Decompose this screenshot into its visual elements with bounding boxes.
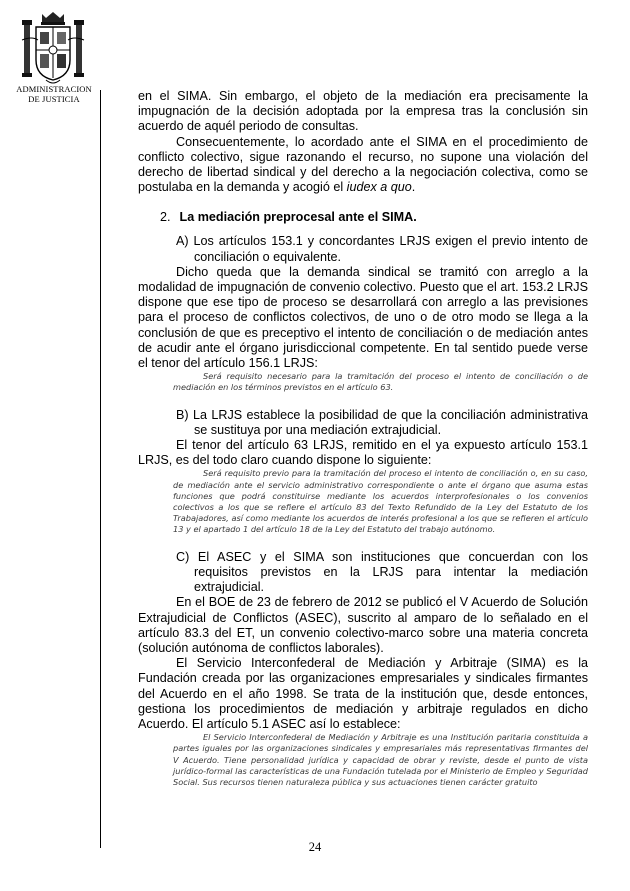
paragraph: en el SIMA. Sin embargo, el objeto de la mediación era precisamente la impugnación de la decisión adoptada por la empresa tras la conclusión sin acuerdo de aquél periodo de consultas. (138, 89, 588, 134)
paragraph: En el BOE de 23 de febrero de 2012 se publicó el V Acuerdo de Solución Extrajudicial de Conflictos (ASEC), suscrito al amparo de lo señalado en el artículo 83.3 del ET, un convenio colectivo-marco sobre una materia concreta (solución autónoma de conflictos laborales). (138, 595, 588, 655)
organization-line-2: DE JUSTICIA (28, 94, 80, 104)
section-heading (160, 210, 588, 224)
paragraph: Dicho queda que la demanda sindical se tramitó con arreglo a la modalidad de impugnación de convenio colectivo. Puesto que el art. 153.2 LRJS dispone que ese tipo de proceso se desarrollará con arreglo a las previsiones para el proceso de conflictos colectivos, de uno o de otro modo se llega a la conclusión de que es preceptivo el intento de conciliación o de mediación antes de acudir ante el órgano jurisdiccional competente. En tal sentido puede verse el tenor del artículo 156.1 LRJS: (138, 264, 588, 371)
italic-term: iudex a quo (346, 180, 412, 195)
margin-rule (100, 90, 101, 848)
organization-name (6, 84, 102, 104)
section-title: La mediación preprocesal ante el SIMA. (179, 210, 417, 225)
paragraph-end: . (411, 180, 416, 195)
list-item-c: C) El ASEC y el SIMA son instituciones que concuerdan con los requisitos previstos en la LRJS para intentar la mediación extrajudicial. (176, 549, 588, 595)
paragraph-text: Consecuentemente, lo acordado ante el SIMA en el procedimiento de conflicto colectivo, sigue razonando el recurso, no supone una violación del derecho de libertad sindical y del derecho a la negociación colectiva, como se postulaba en la demanda y acogió el (138, 134, 588, 195)
quotation: Será requisito necesario para la tramitación del proceso el intento de conciliación o de mediación en los términos previstos en el artículo 63. (173, 371, 588, 393)
list-item-b: B) La LRJS establece la posibilidad de que la conciliación administrativa se sustituya por una mediación extrajudicial. (176, 407, 588, 437)
quotation: Será requisito previo para la tramitación del proceso el intento de conciliación o, en su caso, de mediación ante el servicio administrativo correspondiente o ante el órgano que asuma estas funciones que podrá constituirse mediante los acuerdos interprofesionales o los convenios colectivos a los que se refiere el artículo 83 del Texto Refundido de la Ley del Estatuto de los Trabajadores, así como mediante los acuerdos de interés profesional a los que se refieren el artículo 13 y el apartado 1 del artículo 18 de la Ley del Estatuto del trabajo autónomo. (173, 468, 588, 535)
list-item-a: A) Los artículos 153.1 y concordantes LRJS exigen el previo intento de conciliación o equivalente. (176, 234, 588, 264)
section-number: 2. (160, 210, 171, 225)
paragraph (138, 135, 588, 196)
quotation: El Servicio Interconfederal de Mediación y Arbitraje es una Institución paritaria constituida a partes iguales por las organizaciones sindicales y empresariales más representativas firmantes del V Acuerdo. Tiene personalidad jurídica y capacidad de obrar y reviste, desde el punto de vista jurídico-formal las características de una Fundación tutelada por el Ministerio de Empleo y Seguridad Social. Sus recursos tienen naturaleza pública y sus actuaciones tienen carácter gratuito (173, 732, 588, 787)
page-number: 24 (308, 840, 322, 854)
coat-of-arms-icon (20, 10, 86, 88)
organization-line-1: ADMINISTRACION (16, 84, 92, 94)
document-body (138, 89, 588, 788)
paragraph: El Servicio Interconfederal de Mediación y Arbitraje (SIMA) es la Fundación creada por las organizaciones empresariales y sindicales firmantes del Acuerdo en el año 1998. Se trata de la institución que, desde entonces, gestiona los procedimientos de mediación y arbitraje regulados en dicho Acuerdo. El artículo 5.1 ASEC así lo establece: (138, 656, 588, 731)
paragraph: El tenor del artículo 63 LRJS, remitido en el ya expuesto artículo 153.1 LRJS, es del todo claro cuando dispone lo siguiente: (138, 438, 588, 468)
